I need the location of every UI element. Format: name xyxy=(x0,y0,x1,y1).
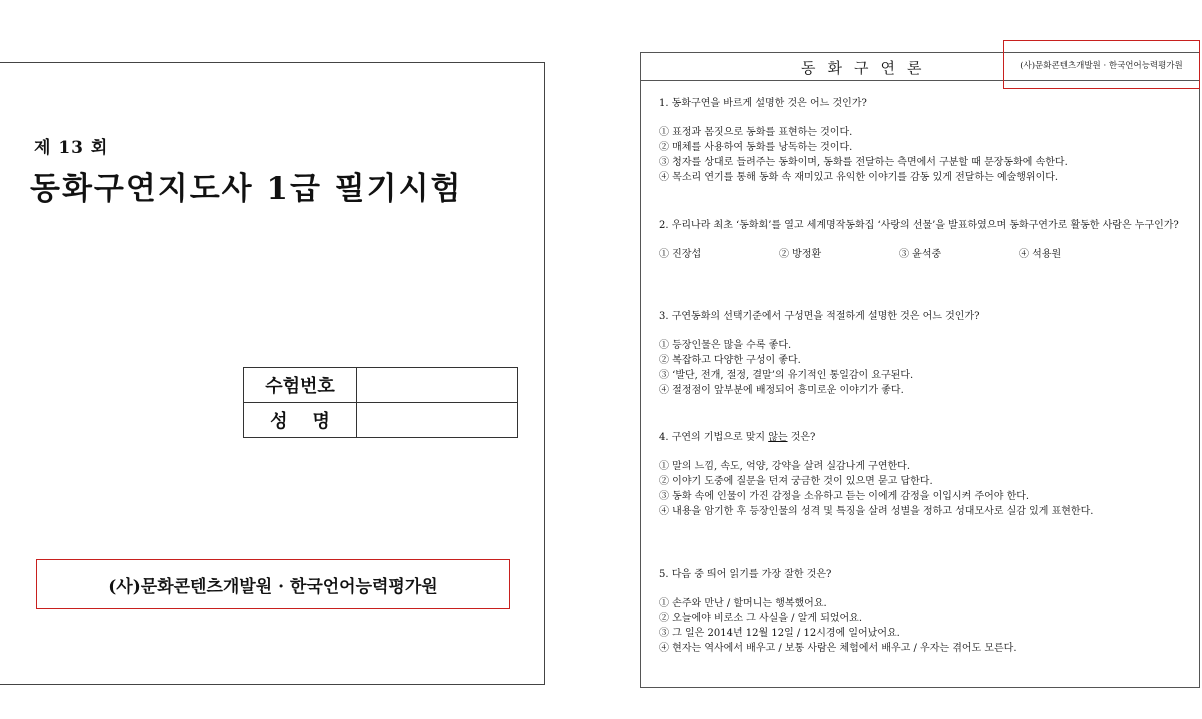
option-3: ③ ‘발단, 전개, 절정, 결말’의 유기적인 통일감이 요구된다. xyxy=(659,370,914,381)
option-1: ① 말의 느낌, 속도, 억양, 강약을 살려 실감나게 구연한다. xyxy=(659,461,911,472)
option-3: ③ 그 일은 2014년 12월 12일 / 12시경에 일어났어요. xyxy=(659,628,900,639)
question-stem-text: 것은? xyxy=(787,432,816,443)
option-1: ① 등장인물은 많을 수록 좋다. xyxy=(659,340,792,351)
option-4: ④ 절정점이 앞부분에 배정되어 흥미로운 이야기가 좋다. xyxy=(659,385,904,396)
subject-title: 동화구연론 xyxy=(801,59,934,77)
option-list xyxy=(659,596,1185,656)
question-stem xyxy=(659,430,1185,445)
question-stem: 2. 우리나라 최초 ‘동화회’를 열고 세계명작동화집 ‘사랑의 선물’을 발표하였으며 동화구연가로 활동한 사람은 누구인가? xyxy=(659,220,1179,231)
option-4: ④ 목소리 연기를 통해 동화 속 재미있고 유익한 이야기를 감동 있게 전달하는 예술행위이다. xyxy=(659,172,1059,183)
option-4: ④ 석용원 xyxy=(1019,249,1062,260)
question-2 xyxy=(659,218,1185,262)
option-3: ③ 윤석중 xyxy=(899,249,942,260)
option-1: ① 표정과 몸짓으로 동화를 표현하는 것이다. xyxy=(659,127,853,138)
question-stem: 3. 구연동화의 선택기준에서 구성면을 적절하게 설명한 것은 어느 것인가? xyxy=(659,311,980,322)
question-stem: 1. 동화구연을 바르게 설명한 것은 어느 것인가? xyxy=(659,98,867,109)
exam-round: 제 13 회 xyxy=(34,138,109,158)
option-2: ② 오늘에야 비로소 그 사실을 / 알게 되었어요. xyxy=(659,613,863,624)
option-2: ② 매체를 사용하여 동화를 낭독하는 것이다. xyxy=(659,142,853,153)
question-3 xyxy=(659,309,1185,398)
option-list xyxy=(659,125,1185,185)
exam-number-field xyxy=(357,368,518,403)
exam-cover-page xyxy=(0,62,545,685)
publisher-text: (사)문화콘텐츠개발원 · 한국언어능력평가원 xyxy=(1020,60,1183,71)
sheet-header xyxy=(641,53,1199,81)
option-list xyxy=(659,247,1185,262)
question-stem-emphasis: 않는 xyxy=(768,432,788,443)
question-stem-text: 4. 구연의 기법으로 맞지 xyxy=(659,432,769,443)
publisher-box xyxy=(1003,40,1200,89)
question-1 xyxy=(659,96,1185,185)
option-2: ② 복잡하고 다양한 구성이 좋다. xyxy=(659,355,801,366)
option-2: ② 방정환 xyxy=(779,249,822,260)
option-2: ② 이야기 도중에 질문을 던져 궁금한 것이 있으면 묻고 답한다. xyxy=(659,476,933,487)
question-4 xyxy=(659,430,1185,519)
organizations-text: (사)문화콘텐츠개발원 · 한국언어능력평가원 xyxy=(108,576,438,597)
organizations-box xyxy=(36,559,510,609)
name-label: 성 명 xyxy=(244,403,357,438)
exam-title: 동화구연지도사 1급 필기시험 xyxy=(30,171,463,207)
exam-question-sheet xyxy=(640,52,1200,688)
question-5 xyxy=(659,567,1185,656)
exam-number-label: 수험번호 xyxy=(244,368,357,403)
option-4: ④ 현자는 역사에서 배우고 / 보통 사람은 체험에서 배우고 / 우자는 겪어도 모른다. xyxy=(659,643,1017,654)
option-1: ① 진장섭 xyxy=(659,249,702,260)
examinee-info-table xyxy=(243,367,518,438)
question-stem: 5. 다음 중 띄어 읽기를 가장 잘한 것은? xyxy=(659,569,832,580)
option-3: ③ 청자를 상대로 들려주는 동화이며, 동화를 전달하는 측면에서 구분할 때 문장동화에 속한다. xyxy=(659,157,1068,168)
option-list xyxy=(659,459,1185,519)
option-4: ④ 내용을 암기한 후 등장인물의 성격 및 특징을 살려 성별을 정하고 성대모사로 실감 있게 표현한다. xyxy=(659,506,1094,517)
option-3: ③ 동화 속에 인물이 가진 감정을 소유하고 듣는 이에게 감정을 이입시켜 주어야 한다. xyxy=(659,491,1030,502)
name-field xyxy=(357,403,518,438)
option-1: ① 손주와 만난 / 할머니는 행복했어요. xyxy=(659,598,827,609)
option-list xyxy=(659,338,1185,398)
